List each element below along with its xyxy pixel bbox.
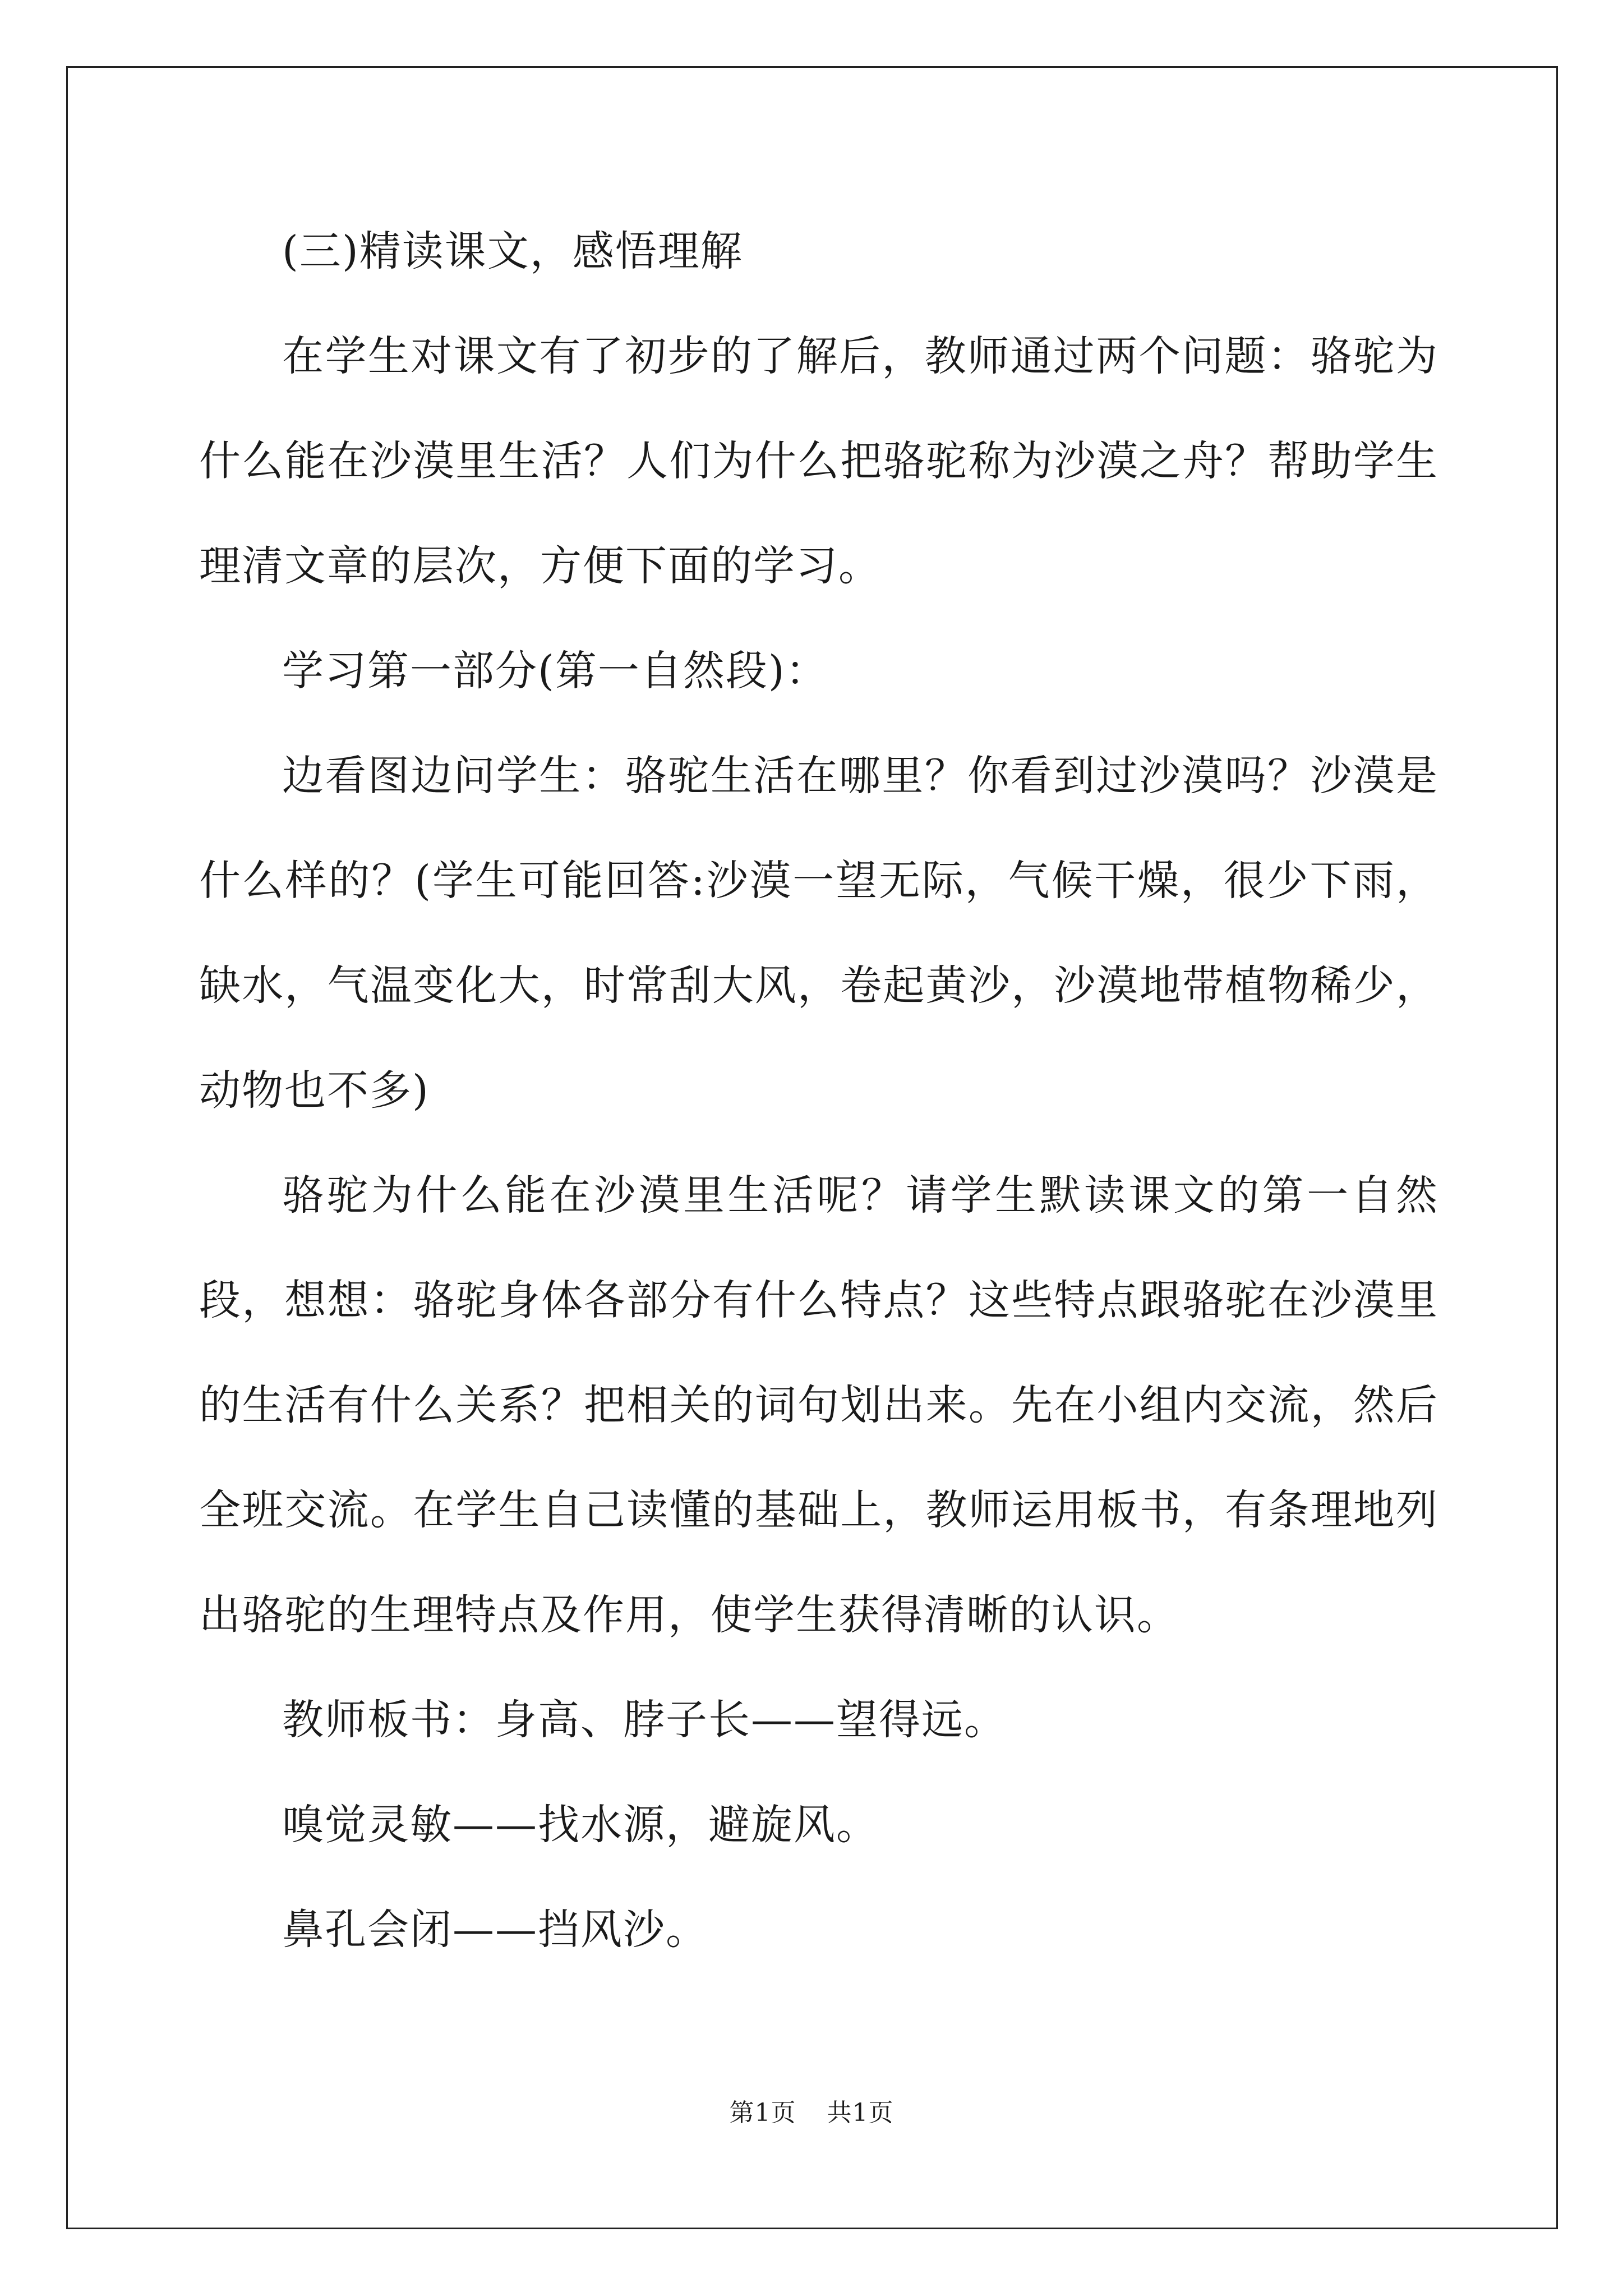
paragraph: 边看图边问学生：骆驼生活在哪里？你看到过沙漠吗？沙漠是什么样的？(学生可能回答:沙漠一望无际，气候干燥，很少下雨，缺水，气温变化大，时常刮大风，卷起黄沙，沙漠地带植物稀少，动物也不多) [199, 752, 1438, 1115]
paragraph: 骆驼为什么能在沙漠里生活呢？请学生默读课文的第一自然段，想想：骆驼身体各部分有什么特点？这些特点跟骆驼在沙漠里的生活有什么关系？把相关的词句划出来。先在小组内交流，然后全班交流。在学生自己读懂的基础上，教师运用板书，有条理地列出骆驼的生理特点及作用，使学生获得清晰的认识。 [199, 1171, 1438, 1639]
page-total: 共1页 [827, 2099, 894, 2127]
paragraph: 鼻孔会闭——挡风沙。 [282, 1906, 708, 1954]
paragraph: 在学生对课文有了初步的了解后，教师通过两个问题：骆驼为什么能在沙漠里生活？人们为什么把骆驼称为沙漠之舟？帮助学生理清文章的层次，方便下面的学习。 [199, 332, 1438, 590]
document-body [199, 199, 1438, 1982]
paragraph: 教师板书：身高、脖子长——望得远。 [282, 1696, 1007, 1744]
page-number: 第1页 [729, 2099, 796, 2127]
paragraph: 嗅觉灵敏——找水源，避旋风。 [282, 1801, 879, 1849]
paragraph: 学习第一部分(第一自然段)： [282, 647, 828, 695]
page-footer [0, 2092, 1623, 2128]
section-heading: (三)精读课文，感悟理解 [282, 227, 743, 275]
